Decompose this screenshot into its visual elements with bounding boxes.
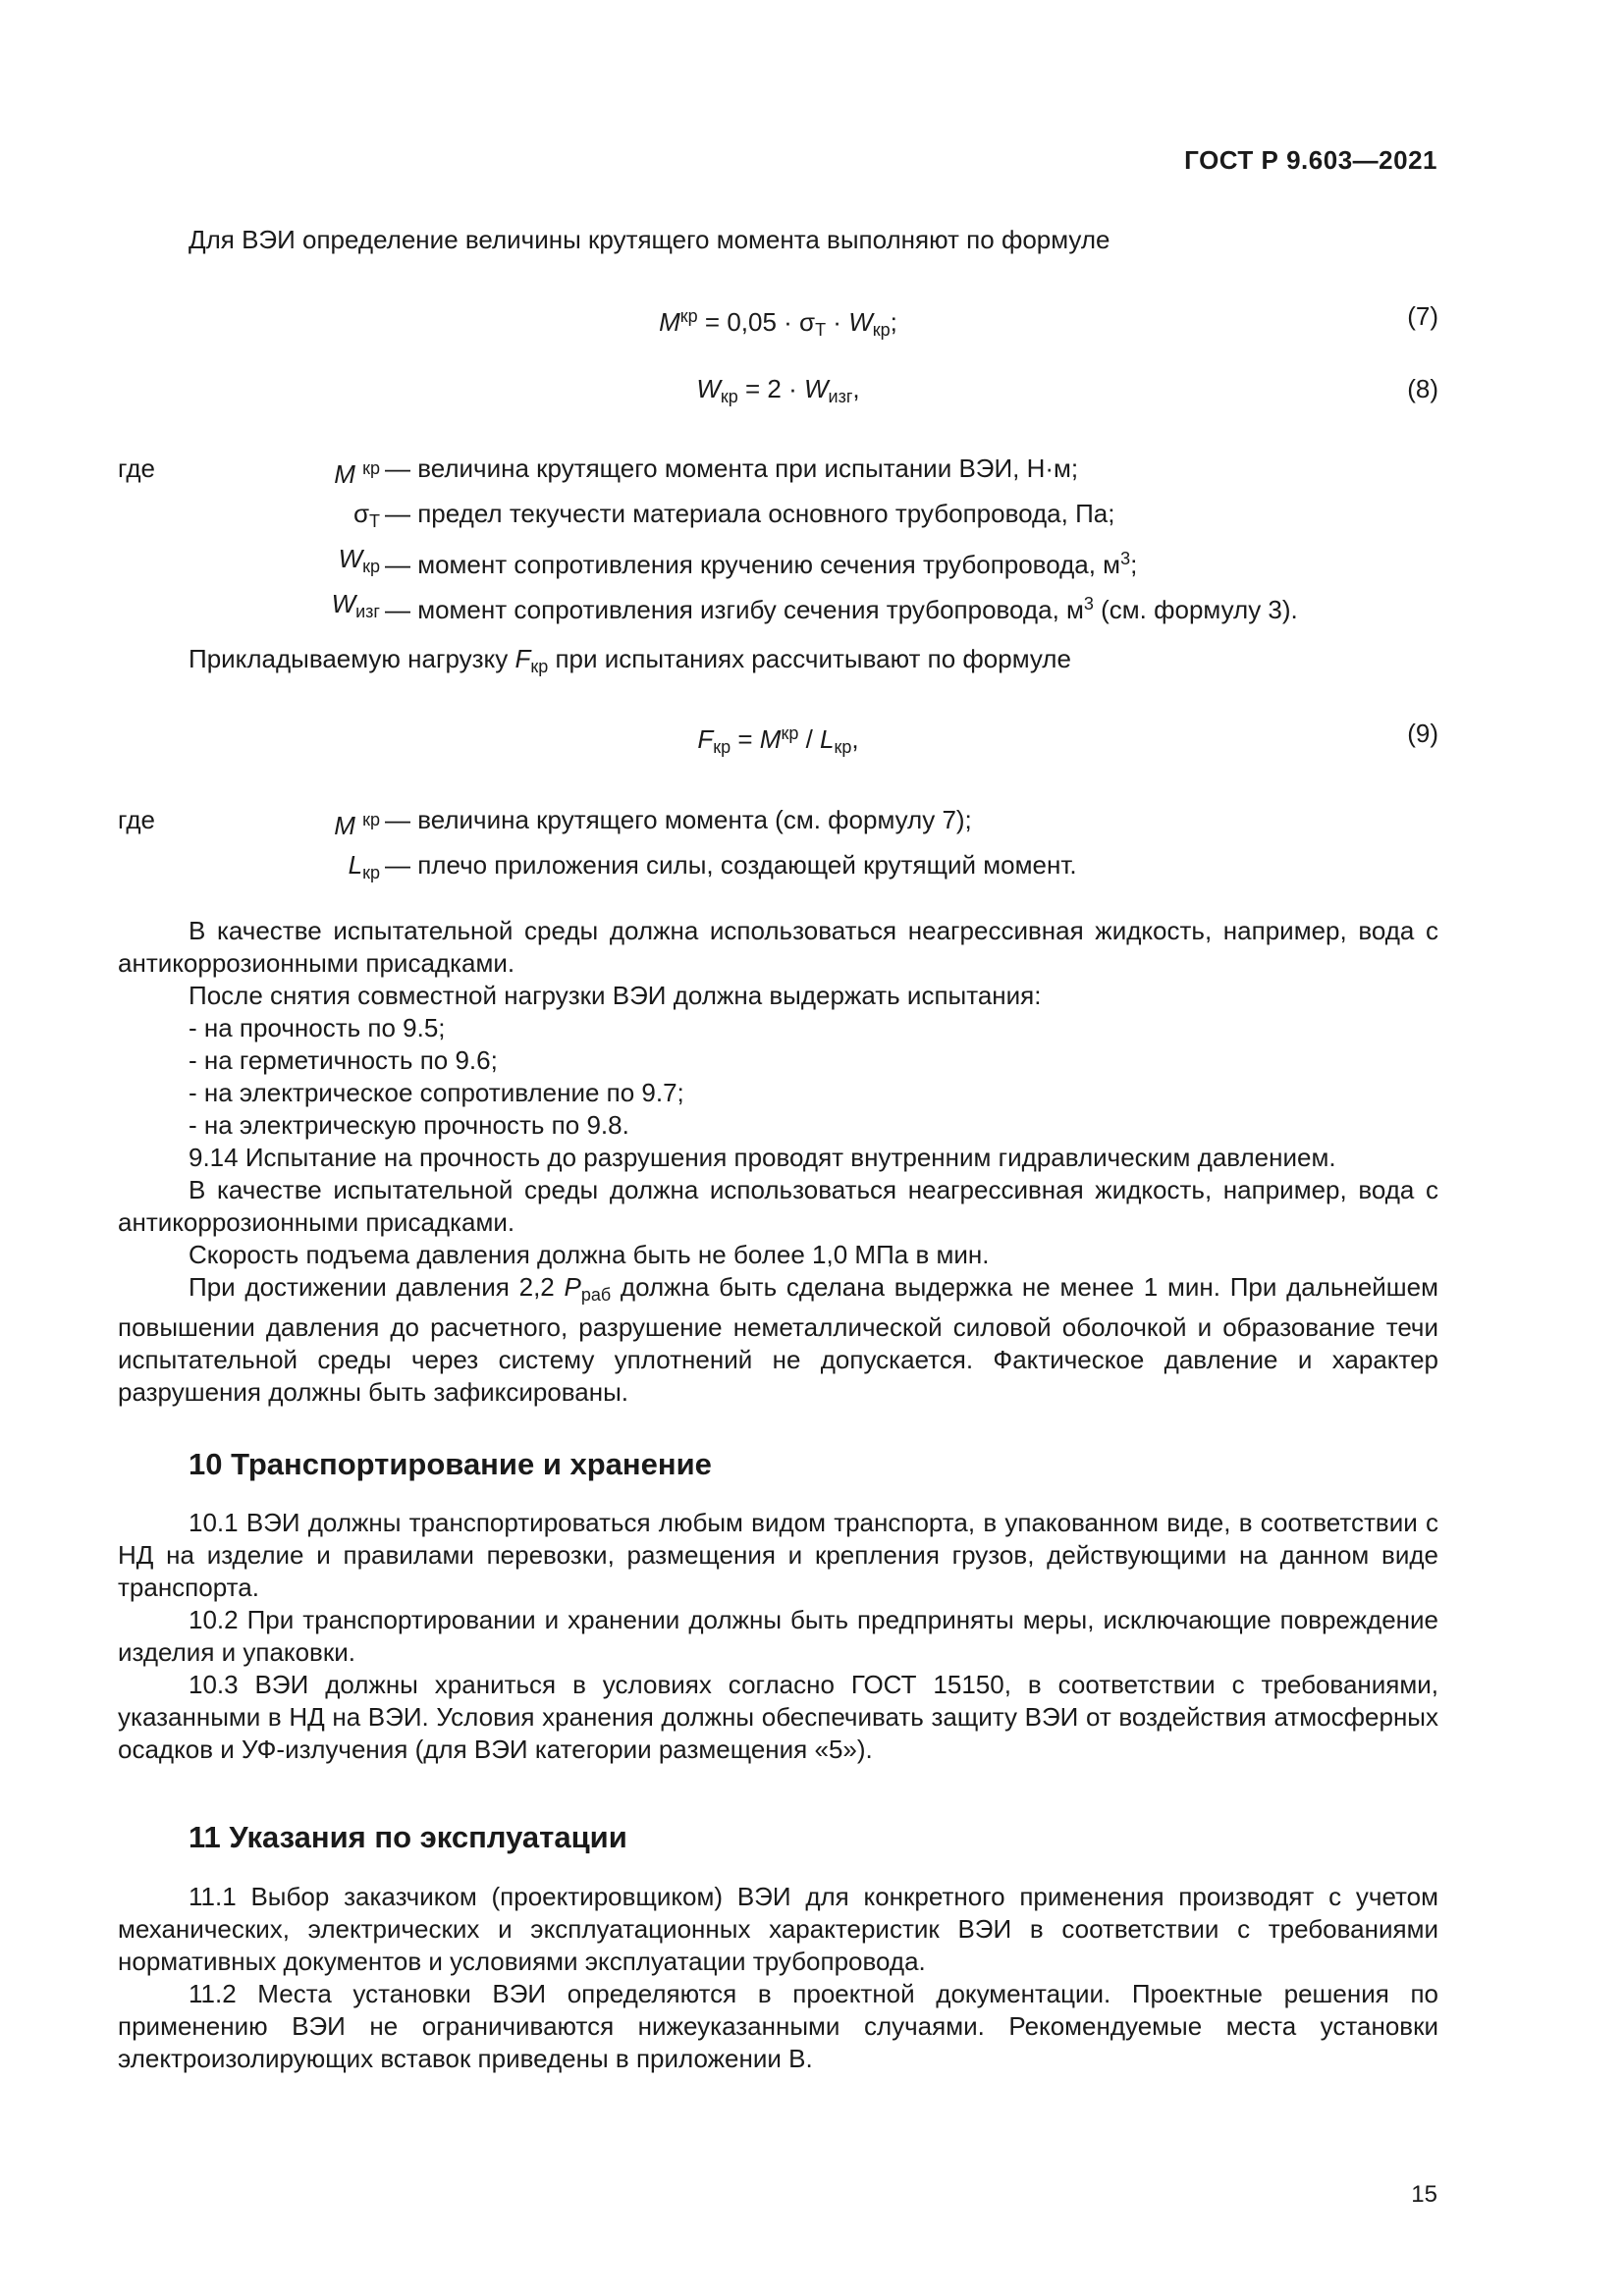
paragraph: В качестве испытательной среды должна использоваться неагрессивная жидкость, например, вода с антикоррозионными присадками. xyxy=(118,916,1438,978)
legend-symbol: M $^{кр}$ xyxy=(334,458,380,489)
paragraph: 11.1 Выбор заказчиком (проектировщиком) ВЭИ для конкретного применения производят с учетом механических, электрических и эксплуатационных характеристик ВЭИ в соответствии с требованиями нормативных документов и условиями эксплуатации трубопровода. xyxy=(118,1882,1438,1976)
formula-number: (9) xyxy=(1407,719,1438,748)
formula-legend-1 xyxy=(118,446,1438,626)
test-conditions-block xyxy=(118,915,1438,1409)
paragraph: 10.2 При транспортировании и хранении должны быть предприняты меры, исключающие повреждение изделия и упаковки. xyxy=(118,1605,1438,1667)
list-item: - на прочность по 9.5; xyxy=(189,1013,446,1042)
legend-symbol: $W_{кр}$ xyxy=(338,544,380,576)
legend-description: — величина крутящего момента при испытании ВЭИ, Н·м; xyxy=(385,454,1079,483)
tests-list xyxy=(118,1012,1438,1142)
legend-symbol: M $^{кр}$ xyxy=(334,810,380,840)
paragraph: 9.14 Испытание на прочность до разрушения проводят внутренним гидравлическим давлением. xyxy=(189,1143,1336,1172)
paragraph: Скорость подъема давления должна быть не более 1,0 МПа в мин. xyxy=(189,1240,990,1269)
formula-8 xyxy=(118,369,1438,408)
list-item: - на герметичность по 9.6; xyxy=(189,1045,498,1075)
legend-description: — момент сопротивления кручению сечения трубопровода, $м^3$; xyxy=(385,549,1138,579)
legend-where-label: где xyxy=(118,805,155,834)
formula-7 xyxy=(118,296,1438,340)
legend-symbol: $\sigma_Т$ xyxy=(352,499,380,531)
legend-symbol: $L_{кр}$ xyxy=(348,850,380,882)
paragraph: 11.2 Места установки ВЭИ определяются в проектной документации. Проектные решения по применению ВЭИ не ограничиваются нижеуказанными случаями. Рекомендуемые места установки электроизолирующих вставок приведены в приложении В. xyxy=(118,1979,1438,2073)
formula-expression: $M^{кр} = 0,05 \cdot \sigma_Т \cdot W_{кр}$; xyxy=(659,306,897,340)
standard-code-header: ГОСТ Р 9.603—2021 xyxy=(1184,145,1437,175)
paragraph: 10.3 ВЭИ должны храниться в условиях согласно ГОСТ 15150, в соответствии с требованиями, указанными в НД на ВЭИ. Условия хранения должны обеспечивать защиту ВЭИ от воздействия атмосферных осадков и УФ-излучения (для ВЭИ категории размещения «5»). xyxy=(118,1670,1438,1764)
paragraph: Прикладываемую нагрузку $F_{кр}$ при испытаниях рассчитывают по формуле xyxy=(189,644,1071,676)
paragraph: 10.1 ВЭИ должны транспортироваться любым видом транспорта, в упакованном виде, в соответствии с НД на изделие и правилами перевозки, размещения и крепления грузов, действующими на данном виде транспорта. xyxy=(118,1508,1438,1602)
torque-intro xyxy=(118,224,1438,256)
legend-row xyxy=(118,797,1438,842)
legend-row xyxy=(118,842,1438,887)
formula-expression: $F_{кр} = M^{кр} / L_{кр}$, xyxy=(697,723,859,757)
legend-where-label: где xyxy=(118,454,155,483)
paragraph: В качестве испытательной среды должна использоваться неагрессивная жидкость, например, вода с антикоррозионными присадками. xyxy=(118,1175,1438,1237)
legend-description: — величина крутящего момента (см. формулу 7); xyxy=(385,805,972,834)
legend-row xyxy=(118,491,1438,536)
page-number: 15 xyxy=(1411,2181,1437,2208)
section-11-body xyxy=(118,1881,1438,2075)
paragraph: После снятия совместной нагрузки ВЭИ должна выдержать испытания: xyxy=(189,981,1042,1010)
legend-description: — момент сопротивления изгибу сечения трубопровода, $м^3$ (см. формулу 3). xyxy=(385,594,1298,624)
section-11-heading: 11 Указания по эксплуатации xyxy=(189,1820,627,1854)
legend-description: — плечо приложения силы, создающей крутящий момент. xyxy=(385,850,1077,880)
paragraph: При достижении давления 2,2 $P_{раб}$ должна быть сделана выдержка не менее 1 мин. При дальнейшем повышении давления до расчетного, разрушение неметаллической силовой оболочкой и образование течи испытательной среды через систему уплотнений не допускается. Фактическое давление и характер разрушения должны быть зафиксированы. xyxy=(118,1272,1438,1407)
formula-number: (8) xyxy=(1407,374,1438,403)
list-item: - на электрическую прочность по 9.8. xyxy=(189,1110,629,1140)
section-10-heading: 10 Транспортирование и хранение xyxy=(189,1447,712,1481)
list-item: - на электрическое сопротивление по 9.7; xyxy=(189,1078,684,1107)
load-intro xyxy=(118,643,1438,683)
legend-row xyxy=(118,536,1438,581)
formula-number: (7) xyxy=(1407,301,1438,331)
legend-row xyxy=(118,446,1438,491)
legend-description: — предел текучести материала основного трубопровода, Па; xyxy=(385,499,1115,528)
legend-row xyxy=(118,581,1438,626)
section-10-body xyxy=(118,1507,1438,1766)
formula-9 xyxy=(118,714,1438,757)
legend-symbol: $W_{изг}$ xyxy=(331,589,380,621)
formula-expression: $W_{кр} = 2 \cdot W_{изг}$, xyxy=(696,374,860,406)
formula-legend-2 xyxy=(118,797,1438,887)
paragraph: Для ВЭИ определение величины крутящего момента выполняют по формуле xyxy=(189,225,1110,254)
